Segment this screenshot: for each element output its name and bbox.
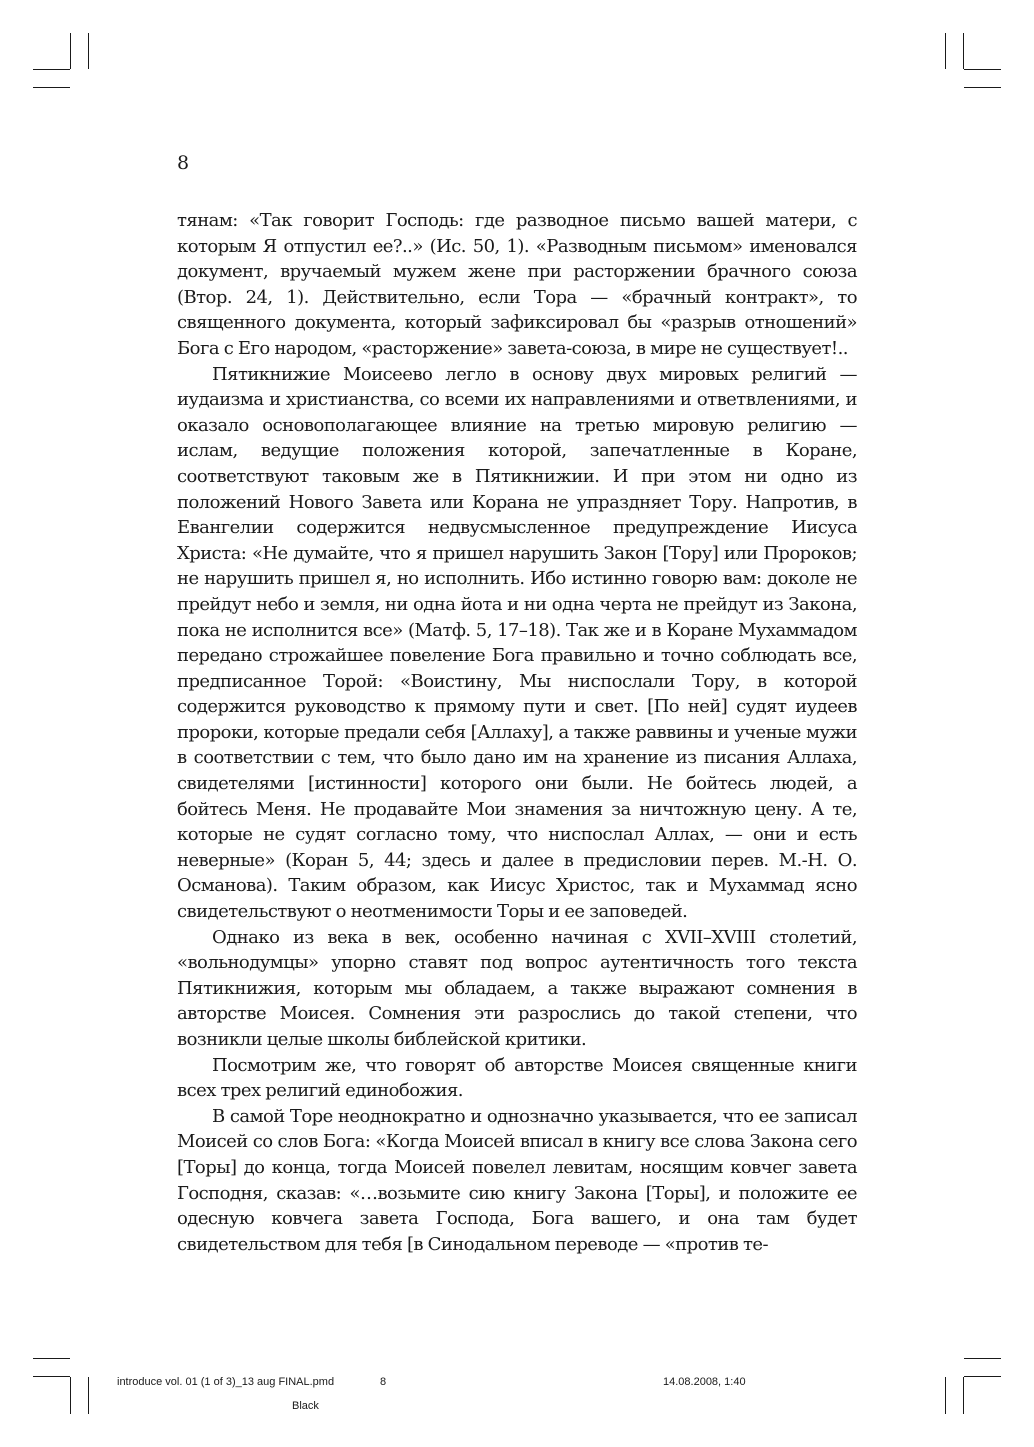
crop-mark-bottom-left-vertical-outer xyxy=(70,1377,71,1414)
crop-mark-top-left-vertical-inner xyxy=(88,33,89,69)
slug-page-number: 8 xyxy=(380,1376,387,1388)
crop-mark-bottom-left-vertical-inner xyxy=(88,1377,89,1414)
page-number: 8 xyxy=(177,152,190,174)
paragraph-5: В самой Торе неоднократно и однозначно указывается, что ее записал Моисей со слов Бога: «Когда Моисей вписал в книгу все слова Закона сего [Торы] до конца, тогда Моисей повелел левитам, носящим ковчег завета Господня, сказав: «…возьмите сию книгу Закона [Торы], и положите ее одесную ковчега завета Господа, Бога вашего, и она там будет свидетельством для тебя [в Синодальном переводе — «против те- xyxy=(177,1105,857,1255)
crop-mark-top-right-vertical-inner xyxy=(945,33,946,69)
slug-datetime: 14.08.2008, 1:40 xyxy=(663,1376,746,1388)
crop-mark-bottom-right-vertical-inner xyxy=(945,1377,946,1414)
crop-mark-bottom-left-horizontal-outer xyxy=(33,1376,70,1377)
slug-color-plate: Black xyxy=(292,1400,319,1412)
crop-mark-bottom-right-horizontal-outer xyxy=(964,1376,1001,1377)
crop-mark-top-right-horizontal-inner xyxy=(964,87,1001,88)
crop-mark-top-left-vertical-outer xyxy=(70,33,71,69)
slug-filename: introduce vol. 01 (1 of 3)_13 aug FINAL.pmd xyxy=(117,1376,335,1388)
crop-mark-bottom-right-horizontal-inner xyxy=(964,1358,1001,1359)
crop-mark-top-right-horizontal-outer xyxy=(964,69,1001,70)
paragraph-1: тянам: «Так говорит Господь: где разводное письмо вашей матери, с которым Я отпустил ее?..» (Ис. 50, 1). «Разводным письмом» именовался документ, вручаемый мужем жене при расторжении брачного союза (Втор. 24, 1). Действительно, если Тора — «брачный контракт», то священного документа, который зафиксировал бы «разрыв отношений» Бога с Его народом, «расторжение» завета-союза, в мире не существует!.. xyxy=(177,210,857,359)
paragraph-4: Посмотрим же, что говорят об авторстве Моисея священные книги всех трех религий единобожия. xyxy=(177,1054,857,1102)
crop-mark-top-left-horizontal-inner xyxy=(33,87,70,88)
crop-mark-bottom-left-horizontal-inner xyxy=(33,1358,70,1359)
crop-mark-top-right-vertical-outer xyxy=(963,33,964,69)
crop-mark-top-left-horizontal-outer xyxy=(33,69,70,70)
crop-mark-bottom-right-vertical-outer xyxy=(963,1377,964,1414)
paragraph-2: Пятикнижие Моисеево легло в основу двух мировых религий — иудаизма и христианства, со всеми их направлениями и ответвлениями, и оказало основополагающее влияние на третью мировую религию — ислам, ведущие положения которой, запечатленные в Коране, соответствуют таковым же в Пятикнижии. И при этом ни одно из положений Нового Завета или Корана не упраздняет Тору. Напротив, в Евангелии содержится недвусмысленное предупреждение Иисуса Христа: «Не думайте, что я пришел нарушить Закон [Тору] или Пророков; не нарушить пришел я, но исполнить. Ибо истинно говорю вам: доколе не прейдут небо и земля, ни одна йота и ни одна черта не прейдут из Закона, пока не исполнится все» (Матф. 5, 17–18). Так же и в Коране Мухаммадом передано строжайшее повеление Бога правильно и точно соблюдать все, предписанное Торой: «Воистину, Мы ниспослали Тору, в которой содержится руководство к прямому пути и свет. [По ней] судят иудеев пророки, которые предали себя [Аллаху], а также раввины и ученые мужи в соответствии с тем, что было дано им на хранение из писания Аллаха, свидетелями [истинности] которого они были. Не бойтесь людей, а бойтесь Меня. Не продавайте Мои знамения за ничтожную цену. А те, которые не судят согласно тому, что ниспослал Аллах, — они и есть неверные» (Коран 5, 44; здесь и далее в предисловии перев. М.-Н. О. Османова). Таким образом, как Иисус Христос, так и Мухаммад ясно свидетельствуют о неотменимости Торы и ее заповедей. xyxy=(177,363,857,923)
paragraph-3: Однако из века в век, особенно начиная с XVII–XVIII столетий, «вольнодумцы» упорно ставят под вопрос аутентичность того текста Пятикнижия, которым мы обладаем, а также выражают сомнения в авторстве Моисея. Сомнения эти разрослись до такой степени, что возникли целые школы библейской критики. xyxy=(177,926,857,1050)
body-text xyxy=(177,208,857,1257)
